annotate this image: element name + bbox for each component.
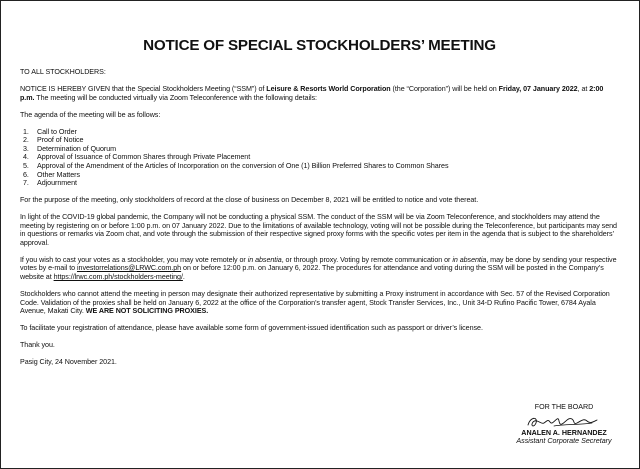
agenda-item <box>23 128 619 137</box>
stockholders-meeting-url-link[interactable]: https://lrwc.com.ph/stockholders-meeting/ <box>53 273 183 282</box>
agenda-item-number: 1. <box>23 127 29 136</box>
intro-post: The meeting will be conducted virtually via Zoom Teleconference with the following details: <box>34 93 317 102</box>
agenda-item <box>23 179 619 188</box>
in-absentia-text: in absentia <box>247 255 282 264</box>
agenda-item <box>23 145 619 154</box>
agenda-item-number: 2. <box>23 136 29 145</box>
record-date-paragraph: For the purpose of the meeting, only stockholders of record at the close of business on December 8, 2021 will be entitled to notice and vote thereat. <box>20 196 479 205</box>
salutation: TO ALL STOCKHOLDERS: <box>20 68 106 76</box>
agenda-item <box>23 136 619 145</box>
place-and-date: Pasig City, 24 November 2021. <box>20 358 117 367</box>
agenda-item-text: Proof of Notice <box>37 136 84 145</box>
agenda-item-text: Call to Order <box>37 127 77 136</box>
agenda-heading: The agenda of the meeting will be as follows: <box>20 110 161 119</box>
voting-paragraph <box>20 256 619 282</box>
agenda-item-number: 5. <box>23 161 29 170</box>
meeting-time: 2:00 p.m. <box>20 84 604 102</box>
id-requirement-paragraph: To facilitate your registration of attendance, please have available some form of government-issued identification such as passport or driver’s license. <box>20 324 483 333</box>
meeting-date: Friday, 07 January 2022 <box>498 84 578 93</box>
voting-text: , or through proxy. Voting by remote communication or <box>281 255 453 264</box>
not-soliciting-proxies-text: WE ARE NOT SOLICITING PROXIES. <box>85 307 209 316</box>
agenda-item-number: 6. <box>23 170 29 179</box>
agenda-item-number: 3. <box>23 144 29 153</box>
investor-relations-email-link[interactable]: investorrelations@LRWC.com.ph <box>77 264 182 273</box>
agenda-item-text: Approval of the Amendment of the Articles of Incorporation on the conversion of One (1) Billion Preferred Shares to Common Shares <box>37 161 449 170</box>
thank-you-text: Thank you. <box>20 341 55 350</box>
voting-text: , may be done by sending your respective votes by e-mail to <box>20 255 617 273</box>
agenda-item-text: Other Matters <box>37 170 80 179</box>
agenda-item <box>23 162 619 171</box>
in-absentia-text: in absentia <box>452 255 487 264</box>
agenda-item-number: 4. <box>23 153 29 162</box>
intro-mid: (the “Corporation”) will be held on <box>390 84 499 93</box>
agenda-list <box>20 128 619 188</box>
intro-at: , at <box>577 84 590 93</box>
proxy-text: Stockholders who cannot attend the meeting in person may designate their authorized representative by submitting a Proxy instrument in accordance with Sec. 57 of the Revised Corporation Code. Validation of the proxies shall be held on January 6, 2022 at the office of the Corporation’s transfer agent, Stock Transfer Services, Inc., Unit 34-D Rufino Pacific Tower, 6784 Ayala Avenue, Makati City. <box>20 290 610 316</box>
agenda-item-text: Adjournment <box>37 179 77 188</box>
proxy-paragraph <box>20 290 619 316</box>
voting-text: . <box>182 273 185 282</box>
agenda-item-number: 7. <box>23 179 29 188</box>
notice-body <box>20 68 619 367</box>
agenda-item-text: Approval of Issuance of Common Shares through Private Placement <box>37 153 251 162</box>
agenda-item <box>23 171 619 180</box>
voting-text: on or before 12:00 p.m. on January 6, 2022. The procedures for attendance and voting during the SSM will be posted in the Company’s website at <box>20 264 604 282</box>
company-name: Leisure & Resorts World Corporation <box>266 84 391 93</box>
voting-text: If you wish to cast your votes as a stockholder, you may vote remotely or <box>20 255 248 264</box>
signature-block <box>509 403 619 446</box>
signer-name: ANALEN A. HERNANDEZ <box>521 428 607 437</box>
signer-position: Assistant Corporate Secretary <box>516 437 612 446</box>
intro-pre: NOTICE IS HEREBY GIVEN that the Special Stockholders Meeting (“SSM”) of <box>20 84 267 93</box>
agenda-item <box>23 153 619 162</box>
notice-title: NOTICE OF SPECIAL STOCKHOLDERS’ MEETING <box>143 37 496 54</box>
covid-paragraph: In light of the COVID-19 global pandemic, the Company will not be conducting a physical SSM. The conduct of the SSM will be via Zoom Teleconference, and stockholders may attend the meeting by registering on or before 1:00 p.m. on 07 January 2022. Due to the limitations of available technology, voting will not be possible during the Teleconference, but participants may send in questions or remarks via Zoom chat, and vote through the submission of their respective signed proxy forms with the specific votes per item in the agenda that is subject to the shareholders’ approval. <box>20 213 617 247</box>
agenda-item-text: Determination of Quorum <box>37 144 117 153</box>
intro-paragraph <box>20 85 619 102</box>
for-the-board-label: FOR THE BOARD <box>534 403 594 411</box>
